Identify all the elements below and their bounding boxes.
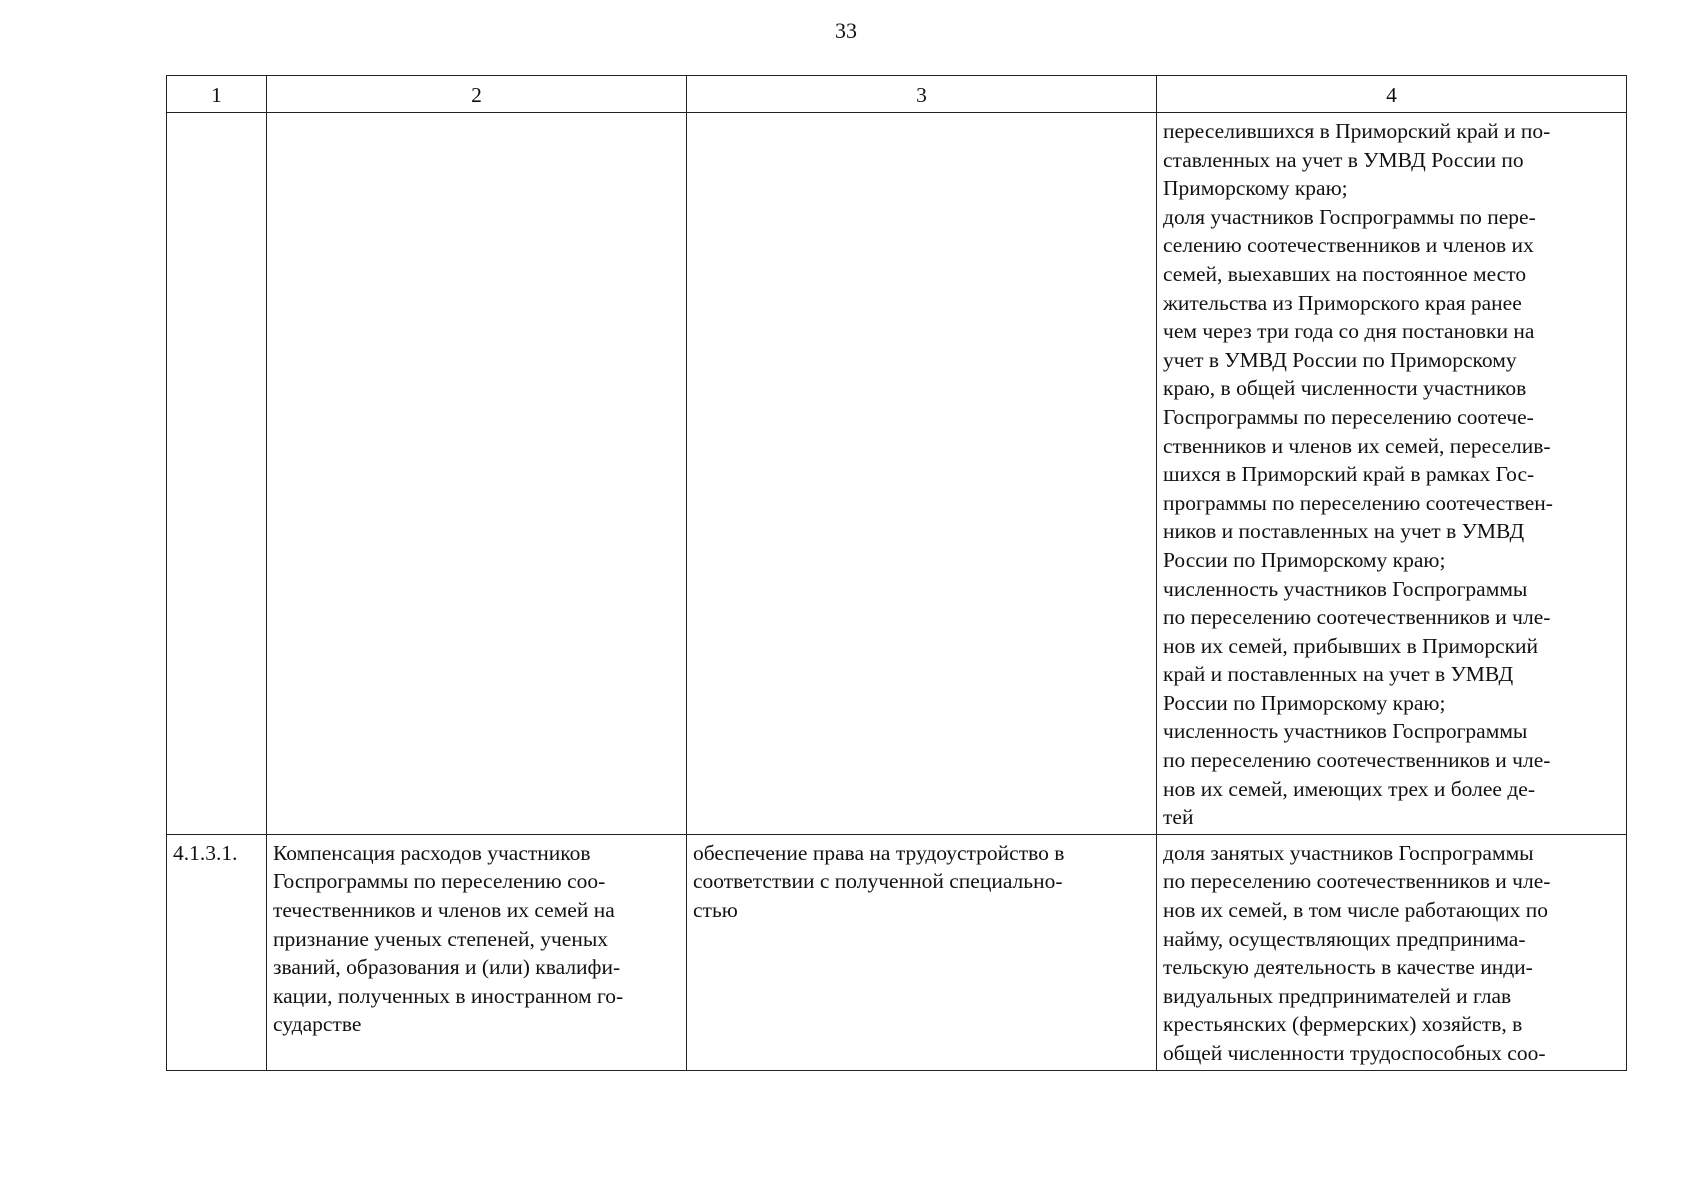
row1-result-cell [687,113,1157,835]
header-cell-2: 2 [267,76,687,113]
text-line: нов их семей, в том числе работающих по [1163,898,1549,923]
text-line: по переселению соотечественников и чле- [1163,748,1551,773]
text-line: доля участников Госпрограммы по пере- [1163,204,1536,229]
text-line: по переселению соотечественников и чле- [1163,605,1551,630]
text-line: ставленных на учет в УМВД России по [1163,147,1524,172]
text-line: тей [1163,805,1194,830]
text-line: чем через три года со дня постановки на [1163,319,1535,344]
text-line: селению соотечественников и членов их [1163,233,1534,258]
row1-indicator-cell [1157,113,1627,835]
text-line: Госпрограммы по переселению соо- [273,869,606,894]
text-line: программы по переселению соотечествен- [1163,490,1553,515]
text-line: признание ученых степеней, ученых [273,926,609,951]
measures-table [166,75,1627,1071]
row1-number-cell [167,113,267,835]
text-line: соответствии с полученной специально- [693,869,1063,894]
text-line: ников и поставленных на учет в УМВД [1163,519,1525,544]
header-cell-1: 1 [167,76,267,113]
text-line: краю, в общей численности участников [1163,376,1527,401]
text-line: по переселению соотечественников и чле- [1163,869,1551,894]
text-line: доля занятых участников Госпрограммы [1163,840,1534,865]
text-line: Госпрограммы по переселению соотече- [1163,404,1534,429]
text-line: учет в УМВД России по Приморскому [1163,347,1517,372]
text-line: званий, образования и (или) квалифи- [273,955,621,980]
row1-measure-cell [267,113,687,835]
row2-number-cell: 4.1.3.1. [167,834,267,1070]
row2-measure-cell [267,834,687,1070]
text-line: обеспечение права на трудоустройство в [693,840,1065,865]
header-cell-3: 3 [687,76,1157,113]
text-line: жительства из Приморского края ранее [1163,290,1522,315]
text-line: течественников и членов их семей на [273,898,615,923]
text-line: переселившихся в Приморский край и по- [1163,119,1551,143]
text-line: Компенсация расходов участников [273,840,591,865]
text-line: численность участников Госпрограммы [1163,719,1528,744]
text-line: стью [693,898,738,923]
table-row [167,113,1627,835]
table-row [167,834,1627,1070]
text-line: видуальных предпринимателей и глав [1163,983,1512,1008]
table-header-row [167,76,1627,113]
text-line: крестьянских (фермерских) хозяйств, в [1163,1012,1523,1037]
text-line: России по Приморскому краю; [1163,547,1446,572]
text-line: России по Приморскому краю; [1163,690,1446,715]
text-line: семей, выехавших на постоянное место [1163,261,1527,286]
text-line: найму, осуществляющих предпринима- [1163,926,1526,951]
text-line: общей численности трудоспособных соо- [1163,1041,1546,1065]
header-cell-4: 4 [1157,76,1627,113]
text-line: край и поставленных на учет в УМВД [1163,662,1514,687]
text-line: нов их семей, имеющих трех и более де- [1163,776,1535,801]
text-line: кации, полученных в иностранном го- [273,983,624,1008]
row2-indicator-cell [1157,834,1627,1070]
text-line: численность участников Госпрограммы [1163,576,1528,601]
text-line: нов их семей, прибывших в Приморский [1163,633,1539,658]
row2-result-cell [687,834,1157,1070]
text-line: сударстве [273,1012,362,1037]
text-line: тельскую деятельность в качестве инди- [1163,955,1533,980]
text-line: Приморскому краю; [1163,176,1348,201]
text-line: ственников и членов их семей, переселив- [1163,433,1551,458]
text-line: шихся в Приморский край в рамках Гос- [1163,462,1535,487]
page-number: 33 [835,18,857,43]
